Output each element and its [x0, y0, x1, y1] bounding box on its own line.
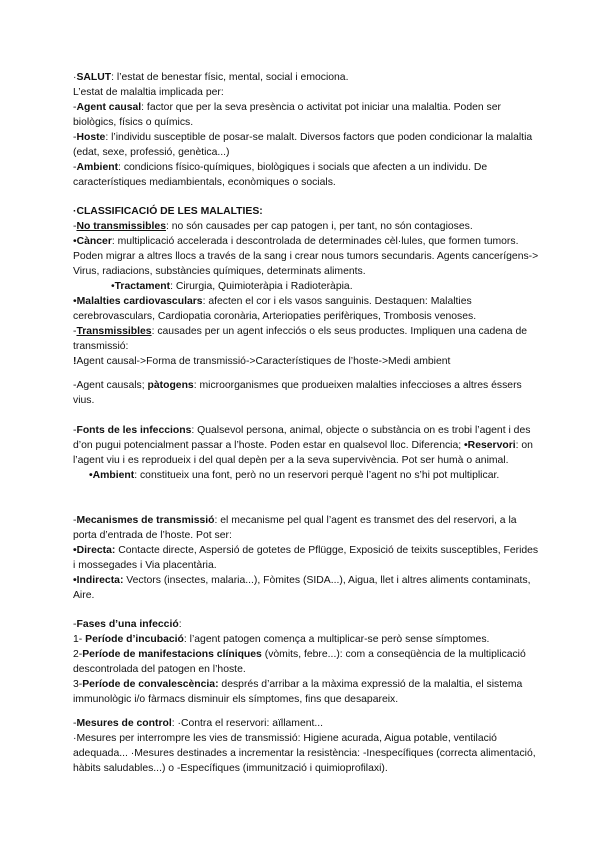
- cardiovasculars-paragraph: •Malalties cardiovasculars: afecten el cor i els vasos sanguinis. Destaquen: Malalties cerebrovasculars, Cardiopatia coronària, Arteriopaties perifèriques, Trombosis venoses.: [73, 296, 477, 322]
- cancer-paragraph: •Càncer: multiplicació accelerada i descontrolada de determinades cèl·lules, que formen tumors. Poden migrar a altres llocs a través de la sang i crear nous tumors secundaris. Agents cancerígens-> Virus, radiacions, substàncies químiques, determinats aliments.: [73, 236, 539, 277]
- fase-convalescencia: 3-Període de convalescència: després d’arribar a la màxima expressió de la malaltia, el sistema immunològic i/o fàrmacs disminuir els símptomes, fins que desapareix.: [73, 679, 523, 705]
- agents-paragraph: -Agent causals; pàtogens: microorganismes que produeixen malalties infeccioses a altres éssers vius.: [73, 380, 522, 406]
- section-title: ·CLASSIFICACIÓ DE LES MALALTIES:: [73, 206, 263, 217]
- hoste-paragraph: -Hoste: l’individu susceptible de posar-se malalt. Diversos factors que poden condicionar la malaltia (edat, sexe, professió, genètica...): [73, 132, 533, 158]
- fase-incubacio: 1- Període d’incubació: l’agent patogen comença a multiplicar-se però sense símptomes.: [73, 634, 490, 645]
- fases-section: [73, 617, 539, 707]
- classificacio-section: [73, 204, 539, 369]
- agent-causal-paragraph: -Agent causal: factor que per la seva presència o activitat pot iniciar una malaltia. Poden ser biològics, físics o químics.: [73, 102, 501, 128]
- indirecta-paragraph: •Indirecta: Vectors (insectes, malaria...), Fòmites (SIDA...), Aigua, llet i altres aliments contaminats, Aire.: [73, 575, 531, 601]
- salut-definition: ·SALUT: l’estat de benestar físic, mental, social i emociona.: [73, 72, 349, 83]
- ambient-paragraph: -Ambient: condicions físico-químiques, biològiques i socials que afecten a un individu. De característiques mediambientals, econòmiques o socials.: [73, 162, 488, 188]
- mesures-section: [73, 716, 539, 776]
- transmission-chain: !Agent causal->Forma de transmissió->Característiques de l’hoste->Medi ambient: [73, 356, 451, 367]
- salut-section: [73, 70, 539, 190]
- salut-intro: L’estat de malaltia implicada per:: [73, 87, 224, 98]
- mesures-title: -Mesures de control: ·Contra el reservori: aïllament...: [73, 718, 324, 729]
- mecanismes-section: [73, 513, 539, 603]
- mecanismes-paragraph: -Mecanismes de transmissió: el mecanisme pel qual l’agent es transmet des del reservori, a la porta d’entrada de l’hoste. Pot ser:: [73, 515, 517, 541]
- fonts-paragraph: -Fonts de les infeccions: Qualsevol persona, animal, objecte o substància on es trobi l’agent i des d’on pugui potencialment passar a l’hoste. Poden estar en qualsevol lloc. Diferencia; •Reservori: on l’agent viu i es reprodueix i del qual depèn per a la seva supervivència. Pot ser humà o animal.: [73, 425, 533, 466]
- no-transmissibles-paragraph: -No transmissibles: no són causades per cap patogen i, per tant, no són contagioses.: [73, 221, 473, 232]
- mesures-paragraph: ·Mesures per interrompre les vies de transmissió: Higiene acurada, Aigua potable, ventilació adequada... ·Mesures destinades a incrementar la resistència: -Inespecífiques (correcta alimentació, hàbits saludables...) o -Específiques (immunització i quimioprofilaxi).: [73, 733, 536, 774]
- tractament-line: •Tractament: Cirurgia, Quimioteràpia i Radioteràpia.: [111, 281, 353, 292]
- fase-manifestacions: 2-Període de manifestacions clíniques (vòmits, febre...): com a conseqüència de la multiplicació descontrolada del patogen en l’hoste.: [73, 649, 526, 675]
- fases-title: -Fases d’una infecció:: [73, 619, 182, 630]
- agents-section: [73, 378, 539, 408]
- fonts-section: [73, 423, 539, 483]
- ambient-font-line: •Ambient: constitueix una font, però no un reservori perquè l’agent no s’hi pot multiplicar.: [89, 470, 500, 481]
- transmissibles-paragraph: -Transmissibles: causades per un agent infecciós o els seus productes. Impliquen una cadena de transmissió:: [73, 326, 528, 352]
- directa-paragraph: •Directa: Contacte directe, Aspersió de gotetes de Pflügge, Exposició de teixits susceptibles, Ferides i mossegades i Via placentària.: [73, 545, 539, 571]
